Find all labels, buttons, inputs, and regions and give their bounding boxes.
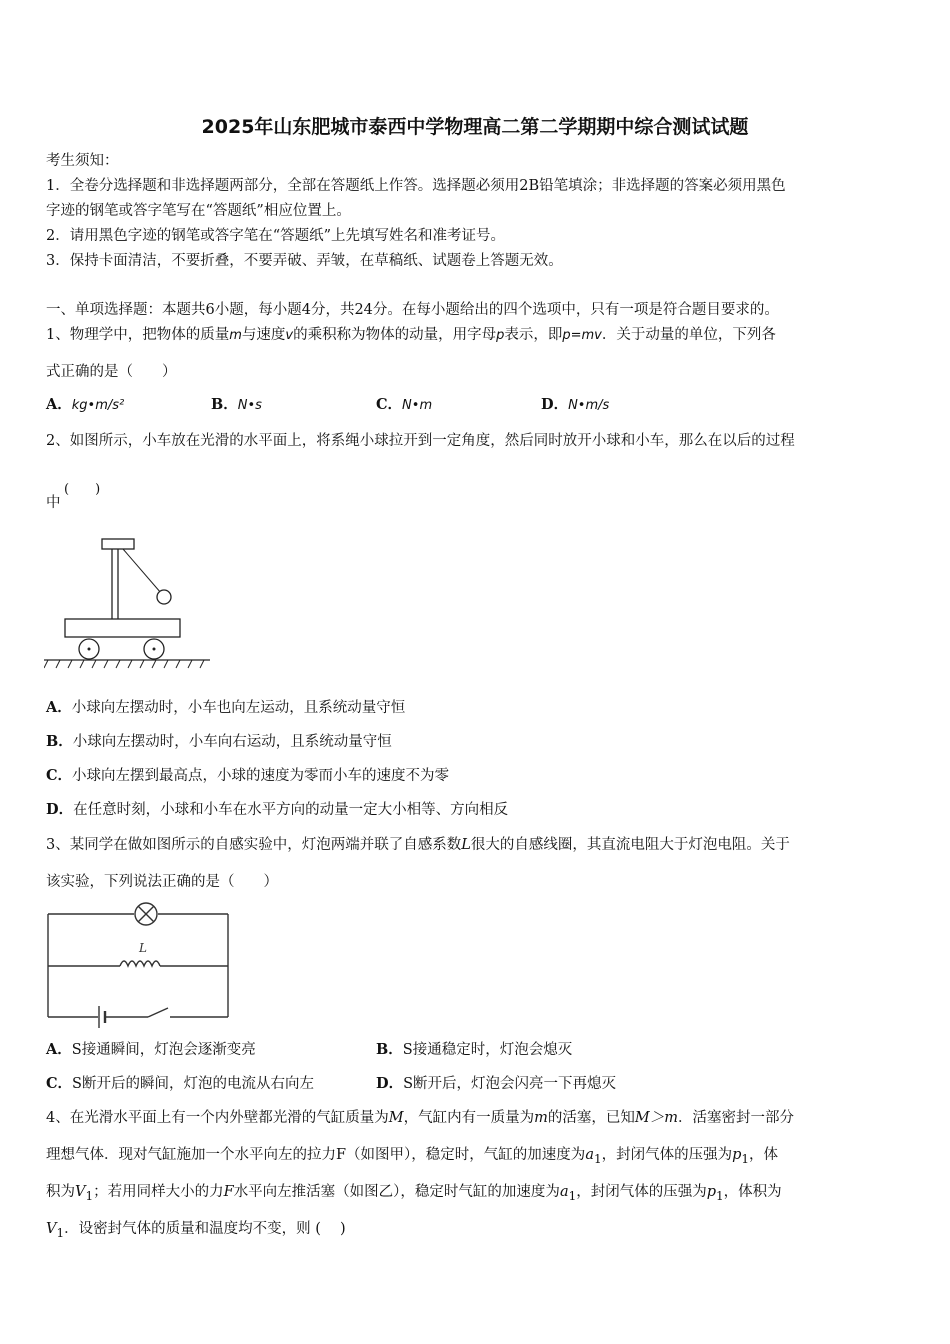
question-4-stem-cont (46, 1145, 916, 1169)
q1-text: 的乘积称为物体的动量，用字母 (293, 327, 497, 343)
question-4-stem (46, 1108, 916, 1128)
q1-symbol-p: p (496, 328, 505, 343)
q4-symbol-V: V (75, 1184, 86, 1200)
option-text: N•m/s (568, 398, 610, 413)
q2-option-d[interactable] (46, 800, 916, 820)
page-title: 2025年山东肥城市泰西中学物理高二第二学期期中综合测试试题 (201, 116, 749, 138)
q1-text: 1、物理学中，把物体的质量 (46, 327, 230, 343)
q1-symbol-m: m (229, 328, 242, 343)
q4-text: 积为 (46, 1184, 75, 1200)
section-heading: 一、单项选择题：本题共6小题，每小题4分，共24分。在每小题给出的四个选项中，只有一项是符合题目要求的。 (46, 302, 779, 318)
q4-text: ，体 (749, 1147, 779, 1163)
question-1-stem-cont: 式正确的是（ ） (46, 364, 177, 380)
q2-option-a[interactable] (46, 698, 916, 718)
q4-symbol-m: m (534, 1110, 548, 1126)
q1-option-d[interactable] (541, 395, 609, 416)
q1-text: 表示，即 (504, 327, 563, 343)
option-text: 在任意时刻，小球和小车在水平方向的动量一定大小相等、方向相反 (73, 802, 509, 818)
q4-symbol-a: a (585, 1147, 594, 1163)
option-text: 小球向左摆动时，小车也向左运动，且系统动量守恒 (71, 700, 406, 716)
notice-item: 1．全卷分选择题和非选择题两部分，全部在答题纸上作答。选择题必须用2B铅笔填涂；非选择题的答案必须用黑色 (46, 178, 786, 194)
notice-item: 2．请用黑色字迹的钢笔或答字笔在“答题纸”上先填写姓名和准考证号。 (46, 228, 506, 244)
option-label: A． (46, 1041, 72, 1058)
question-4-stem-cont (46, 1219, 916, 1243)
cart-pendulum-figure (44, 535, 214, 670)
q4-text: ；若用同样大小的力 (93, 1184, 224, 1200)
q4-symbol-F: F (223, 1184, 234, 1200)
q4-text: ．设密封气体的质量和温度均不变，则 ( ) (64, 1221, 346, 1237)
option-label: A． (46, 699, 72, 716)
q2-answer-paren: ( ) (64, 482, 101, 497)
q4-symbol-p: p (706, 1184, 717, 1200)
subscript: 1 (716, 1188, 724, 1203)
notice-item: 字迹的钢笔或答字笔写在“答题纸”相应位置上。 (46, 203, 351, 219)
q1-formula: p=mv (562, 328, 602, 343)
q4-text: 4、在光滑水平面上有一个内外壁都光滑的气缸质量为 (46, 1110, 389, 1126)
q1-symbol-v: v (285, 328, 294, 343)
notice-heading: 考生须知： (46, 153, 119, 169)
subscript: 1 (56, 1225, 65, 1240)
cart-body (65, 619, 180, 637)
q3-option-c[interactable] (46, 1074, 314, 1094)
notice-item: 3．保持卡面清洁，不要折叠，不要弄破、弄皱，在草稿纸、试题卷上答题无效。 (46, 253, 563, 269)
q2-option-b[interactable] (46, 732, 916, 752)
q4-text: 水平向左推活塞（如图乙），稳定时气缸的加速度为 (233, 1184, 560, 1200)
option-label: C． (46, 767, 73, 784)
self-inductance-circuit-figure (44, 900, 234, 1030)
option-label: D． (376, 1075, 404, 1092)
option-label: D． (46, 801, 74, 818)
q4-text: ，封闭气体的压强为 (576, 1184, 707, 1200)
question-3-stem (46, 835, 916, 855)
q3-symbol-l: L (461, 837, 471, 853)
option-label: B． (46, 733, 73, 750)
question-1-stem (46, 325, 916, 346)
q4-symbol-V: V (46, 1221, 57, 1237)
q4-text: ，体积为 (723, 1184, 782, 1200)
option-text: 小球向左摆动时，小车向右运动，且系统动量守恒 (72, 734, 392, 750)
option-label: D． (541, 396, 569, 413)
question-2-stem: 2、如图所示，小车放在光滑的水平面上，将系绳小球拉开到一定角度，然后同时放开小球和小车，那么在以后的过程 (46, 433, 795, 449)
q4-text: ，气缸内有一质量为 (403, 1110, 535, 1126)
subscript: 1 (741, 1151, 750, 1166)
option-label: A． (46, 396, 72, 413)
q4-text: 理想气体．现对气缸施加一个水平向左的拉力F（如图甲），稳定时，气缸的加速度为 (46, 1147, 586, 1163)
q3-text: 很大的自感线圈，其直流电阻大于灯泡电阻。关于 (470, 837, 790, 853)
q1-text: 与速度 (241, 327, 286, 343)
q3-text: 3、某同学在做如图所示的自感实验中，灯泡两端并联了自感系数 (46, 837, 462, 853)
q4-text: 的活塞，已知 (547, 1110, 635, 1126)
inductor-coil (120, 961, 160, 966)
option-text: S断开后，灯泡会闪亮一下再熄灭 (403, 1076, 617, 1092)
pendulum-string (123, 549, 161, 593)
option-text: S接通瞬间，灯泡会逐渐变亮 (71, 1042, 256, 1058)
switch-s (148, 1008, 168, 1017)
subscript: 1 (85, 1188, 94, 1203)
q2-option-c[interactable] (46, 766, 916, 786)
q3-option-b[interactable] (376, 1040, 572, 1060)
option-label: B． (376, 1041, 403, 1058)
pendulum-ball (157, 590, 171, 604)
option-label: B． (211, 396, 238, 413)
q4-symbol-M: M (388, 1110, 404, 1126)
option-label: C． (46, 1075, 73, 1092)
q4-text: ．活塞密封一部分 (677, 1110, 794, 1126)
question-4-stem-cont (46, 1182, 916, 1206)
subscript: 1 (568, 1188, 577, 1203)
q4-symbol-a: a (559, 1184, 569, 1200)
q1-option-c[interactable] (376, 395, 432, 416)
option-label: C． (376, 396, 403, 413)
q4-condition: M＞m (634, 1110, 678, 1126)
option-text: 小球向左摆到最高点，小球的速度为零而小车的速度不为零 (72, 768, 450, 784)
q1-text: ．关于动量的单位，下列各 (601, 327, 776, 343)
q3-option-a[interactable] (46, 1040, 256, 1060)
q4-symbol-p: p (732, 1147, 742, 1163)
q1-option-a[interactable] (46, 395, 124, 416)
option-text: N•s (237, 398, 262, 413)
ground-hatching (44, 660, 204, 668)
pendulum-top-bar (102, 539, 134, 549)
q4-text: ，封闭气体的压强为 (601, 1147, 733, 1163)
q1-option-b[interactable] (211, 395, 262, 416)
coil-label: L (139, 941, 147, 955)
subscript: 1 (593, 1151, 602, 1166)
question-3-stem-cont: 该实验，下列说法正确的是（ ） (46, 874, 278, 890)
option-text: kg•m/s² (71, 398, 125, 413)
q3-option-d[interactable] (376, 1074, 616, 1094)
option-text: S接通稳定时，灯泡会熄灭 (402, 1042, 573, 1058)
option-text: N•m (402, 398, 433, 413)
option-text: S断开后的瞬间，灯泡的电流从右向左 (72, 1076, 314, 1092)
question-2-stem-cont: 中 (46, 495, 61, 511)
